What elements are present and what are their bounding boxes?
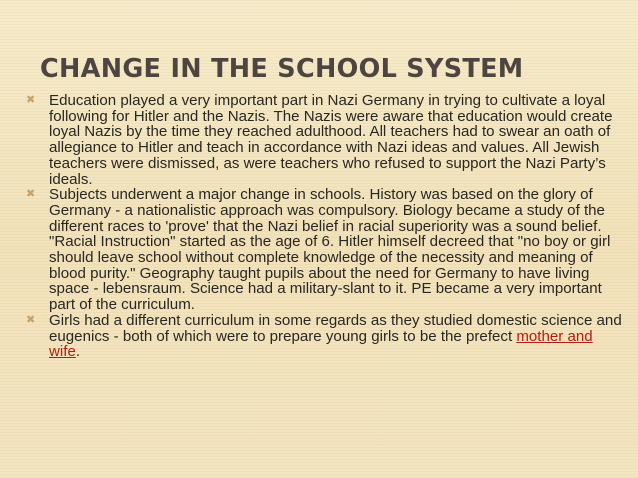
bullet-list <box>26 93 626 360</box>
slide-title: CHANGE IN THE SCHOOL SYSTEM <box>40 54 524 84</box>
bullet-item-education <box>26 93 626 187</box>
bullet-text <box>49 312 622 360</box>
bullet-text: Subjects underwent a major change in schools. History was based on the glory of Germany - a nationalistic approach was compulsory. Biology became a study of the different races to 'prove' that the Nazi belief in racial superiority was a sound belief. "Racial Instruction" started as the age of 6. Hitler himself decreed that "no boy or girl should leave school without complete knowledge of the necessity and meaning of blood purity." Geography taught pupils about the need for Germany to have living space - lebensraum. Science had a military-slant to it. PE became a very important part of the curriculum. <box>49 186 611 314</box>
mother-and-wife-link[interactable]: mother and wife <box>49 327 593 361</box>
bullet-item-subjects <box>26 187 626 313</box>
bullet-text-before-link: Girls had a different curriculum in some regards as they studied domestic science and eugenics - both of which were to prepare young girls to be the prefect <box>49 311 622 345</box>
bullet-text-after-link: . <box>75 343 81 361</box>
x-bullet-icon: ✖ <box>26 313 36 326</box>
x-bullet-icon: ✖ <box>26 188 36 201</box>
x-bullet-icon: ✖ <box>26 94 36 106</box>
bullet-item-girls <box>26 313 626 360</box>
bullet-text: Education played a very important part in Nazi Germany in trying to cultivate a loyal following for Hitler and the Nazis. The Nazis were aware that education would create loyal Nazis by the time they reached adulthood. All teachers had to swear an oath of allegiance to Hitler and teach in accordance with Nazi ideas and values. All Jewish teachers were dismissed, as were teachers who refused to support the Nazi Party’s ideals. <box>49 92 613 188</box>
